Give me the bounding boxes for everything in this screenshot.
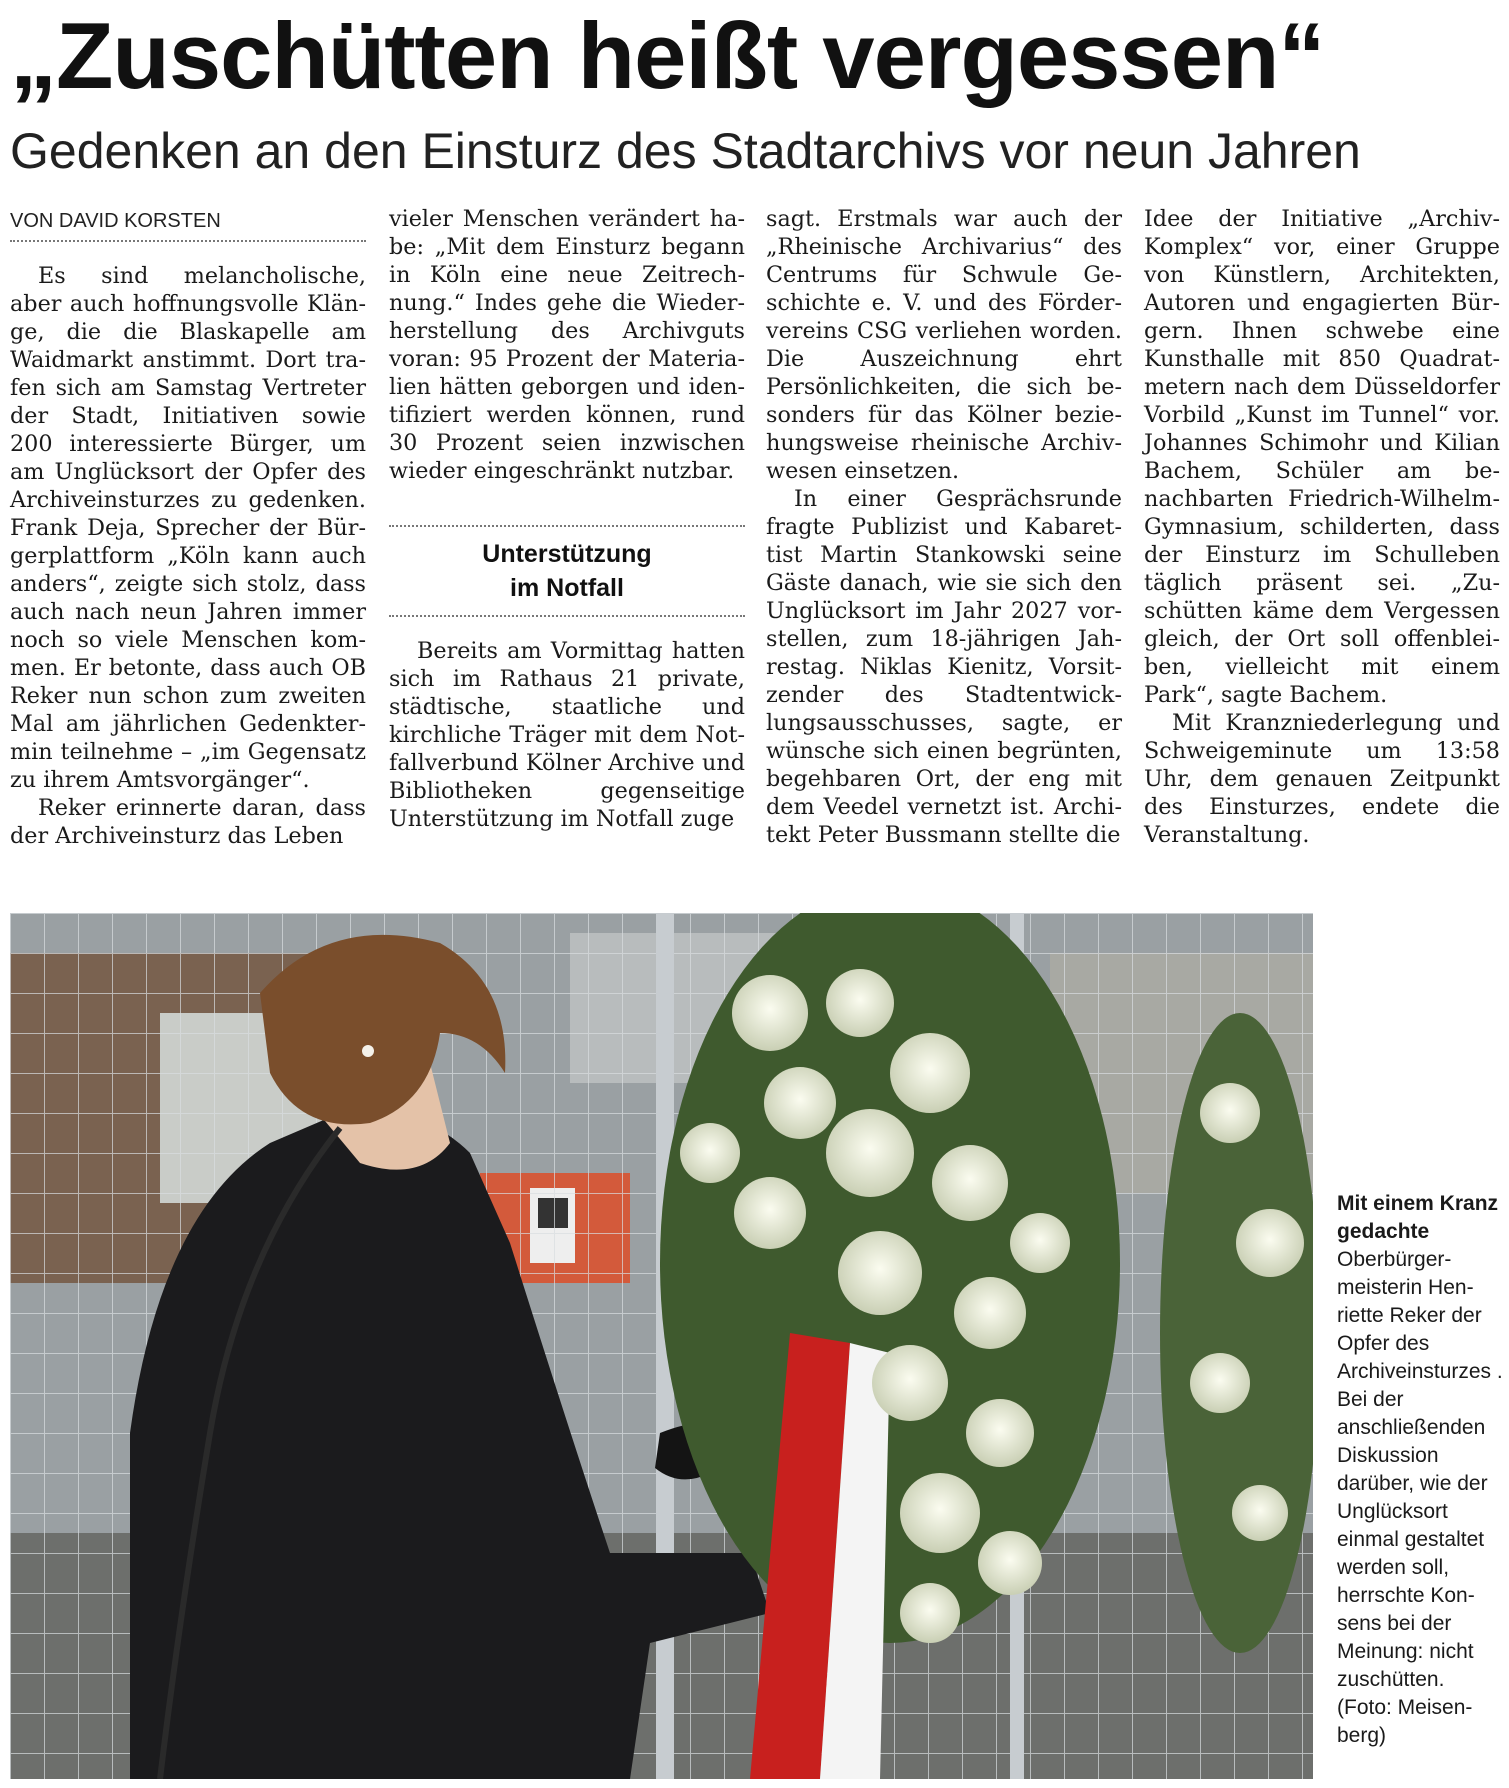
paragraph: Es sind melancholische, aber auch hoffnungsvolle Klänge, die die Blaskapelle am Waidmarkt anstimmt. Dort trafen sich am Samstag Vertreter der Stadt, Initiativen sowie 200 interessierte Bürger, um am Unglücksort der Opfer des Archiveinsturzes zu gedenken. Frank Deja, Sprecher der Bürgerplattform „Köln kann auch anders“, zeigte sich stolz, dass auch nach neun Jahren immer noch so viele Menschen kommen. Er betonte, dass auch OB Reker nun schon zum zweiten Mal am jährlichen Gedenktermin teilnehme – „im Gegensatz zu ihrem Amtsvorgänger“. bbox=[10, 263, 366, 793]
article-column-2 bbox=[389, 205, 745, 833]
paragraph: Idee der Initiative „ArchivKomplex“ vor, einer Gruppe von Künstlern, Architekten, Autoren und engagierten Bürgern. Ihnen schwebe eine Kunsthalle mit 850 Quadratmetern nach dem Düsseldorfer Vorbild „Kunst im Tunnel“ vor. Johannes Schimohr und Kilian Bachem, Schüler am benachbarten Friedrich-Wilhelm-Gymnasium, schilderten, dass der Einsturz im Schulleben täglich präsent sei. „Zuschütten käme dem Vergessen gleich, der Ort soll offenbleiben, vielleicht mit einem Park“, sagte Bachem. bbox=[1144, 206, 1500, 708]
paragraph: Mit Kranzniederlegung und Schweigeminute um 13:58 Uhr, dem genauen Zeitpunkt des Einsturzes, endete die Veranstaltung. bbox=[1144, 710, 1500, 848]
paragraph: Reker erinnerte daran, dass der Archiveinsturz das Leben bbox=[10, 795, 366, 849]
paragraph: sagt. Erstmals war auch der „Rheinische Archivarius“ des Centrums für Schwule Geschichte e. V. und des Fördervereins CSG verliehen worden. Die Auszeichnung ehrt Persönlichkeiten, die sich besonders für das Kölner beziehungsweise rheinische Archivwesen einsetzen. bbox=[766, 206, 1122, 484]
subheading-line-2: im Notfall bbox=[510, 574, 624, 602]
article-column-1 bbox=[10, 262, 366, 850]
paragraph: Bereits am Vormittag hatten sich im Rathaus 21 private, städtische, staatliche und kirchliche Träger mit dem Notfallverbund Kölner Archive und Bibliotheken gegenseitige Unterstützung im Notfall zuge bbox=[389, 638, 745, 832]
caption-text: Oberbürgermeisterin Henriette Reker der Opfer des Archiveinsturzes . Bei der anschließenden Diskussion darüber, wie der Unglücksort einmal gestaltet werden soll, herrschte Konsens bei der Meinung: nicht zuschütten. (Foto: Meisenberg) bbox=[1337, 1248, 1503, 1747]
photo-caption bbox=[1337, 1190, 1503, 1750]
section-subheading bbox=[389, 525, 745, 617]
earring bbox=[362, 1045, 374, 1057]
caption-lead: Mit einem Kranz gedachte bbox=[1337, 1192, 1499, 1243]
headline: „Zuschütten heißt vergessen“ bbox=[10, 3, 1325, 108]
article-column-4 bbox=[1144, 205, 1500, 849]
paragraph: In einer Gesprächsrunde fragte Publizist und Kabarettist Martin Stankowski seine Gäste danach, wie sie sich den Unglücksort im Jahr 2027 vorstellen, zum 18-jährigen Jahrestag. Niklas Kienitz, Vorsitzender des Stadtentwicklungsausschusses, sagte, er wünsche sich einen begrünten, begehbaren Ort, der eng mit dem Veedel vernetzt ist. Architekt Peter Bussmann stellte die bbox=[766, 486, 1122, 848]
subheadline: Gedenken an den Einsturz des Stadtarchivs vor neun Jahren bbox=[10, 123, 1361, 179]
article-column-3 bbox=[766, 205, 1122, 849]
photo-illustration bbox=[10, 913, 1313, 1779]
news-photo bbox=[10, 913, 1313, 1779]
subheading-line-1: Unterstützung bbox=[482, 540, 652, 568]
byline: VON DAVID KORSTEN bbox=[10, 208, 366, 242]
paragraph: vieler Menschen verändert habe: „Mit dem Einsturz begann in Köln eine neue Zeitrechnung.“ Indes gehe die Wiederherstellung des Archivguts voran: 95 Prozent der Materialien hätten geborgen und identifiziert werden können, rund 30 Prozent seien inzwischen wieder eingeschränkt nutzbar. bbox=[389, 206, 745, 484]
